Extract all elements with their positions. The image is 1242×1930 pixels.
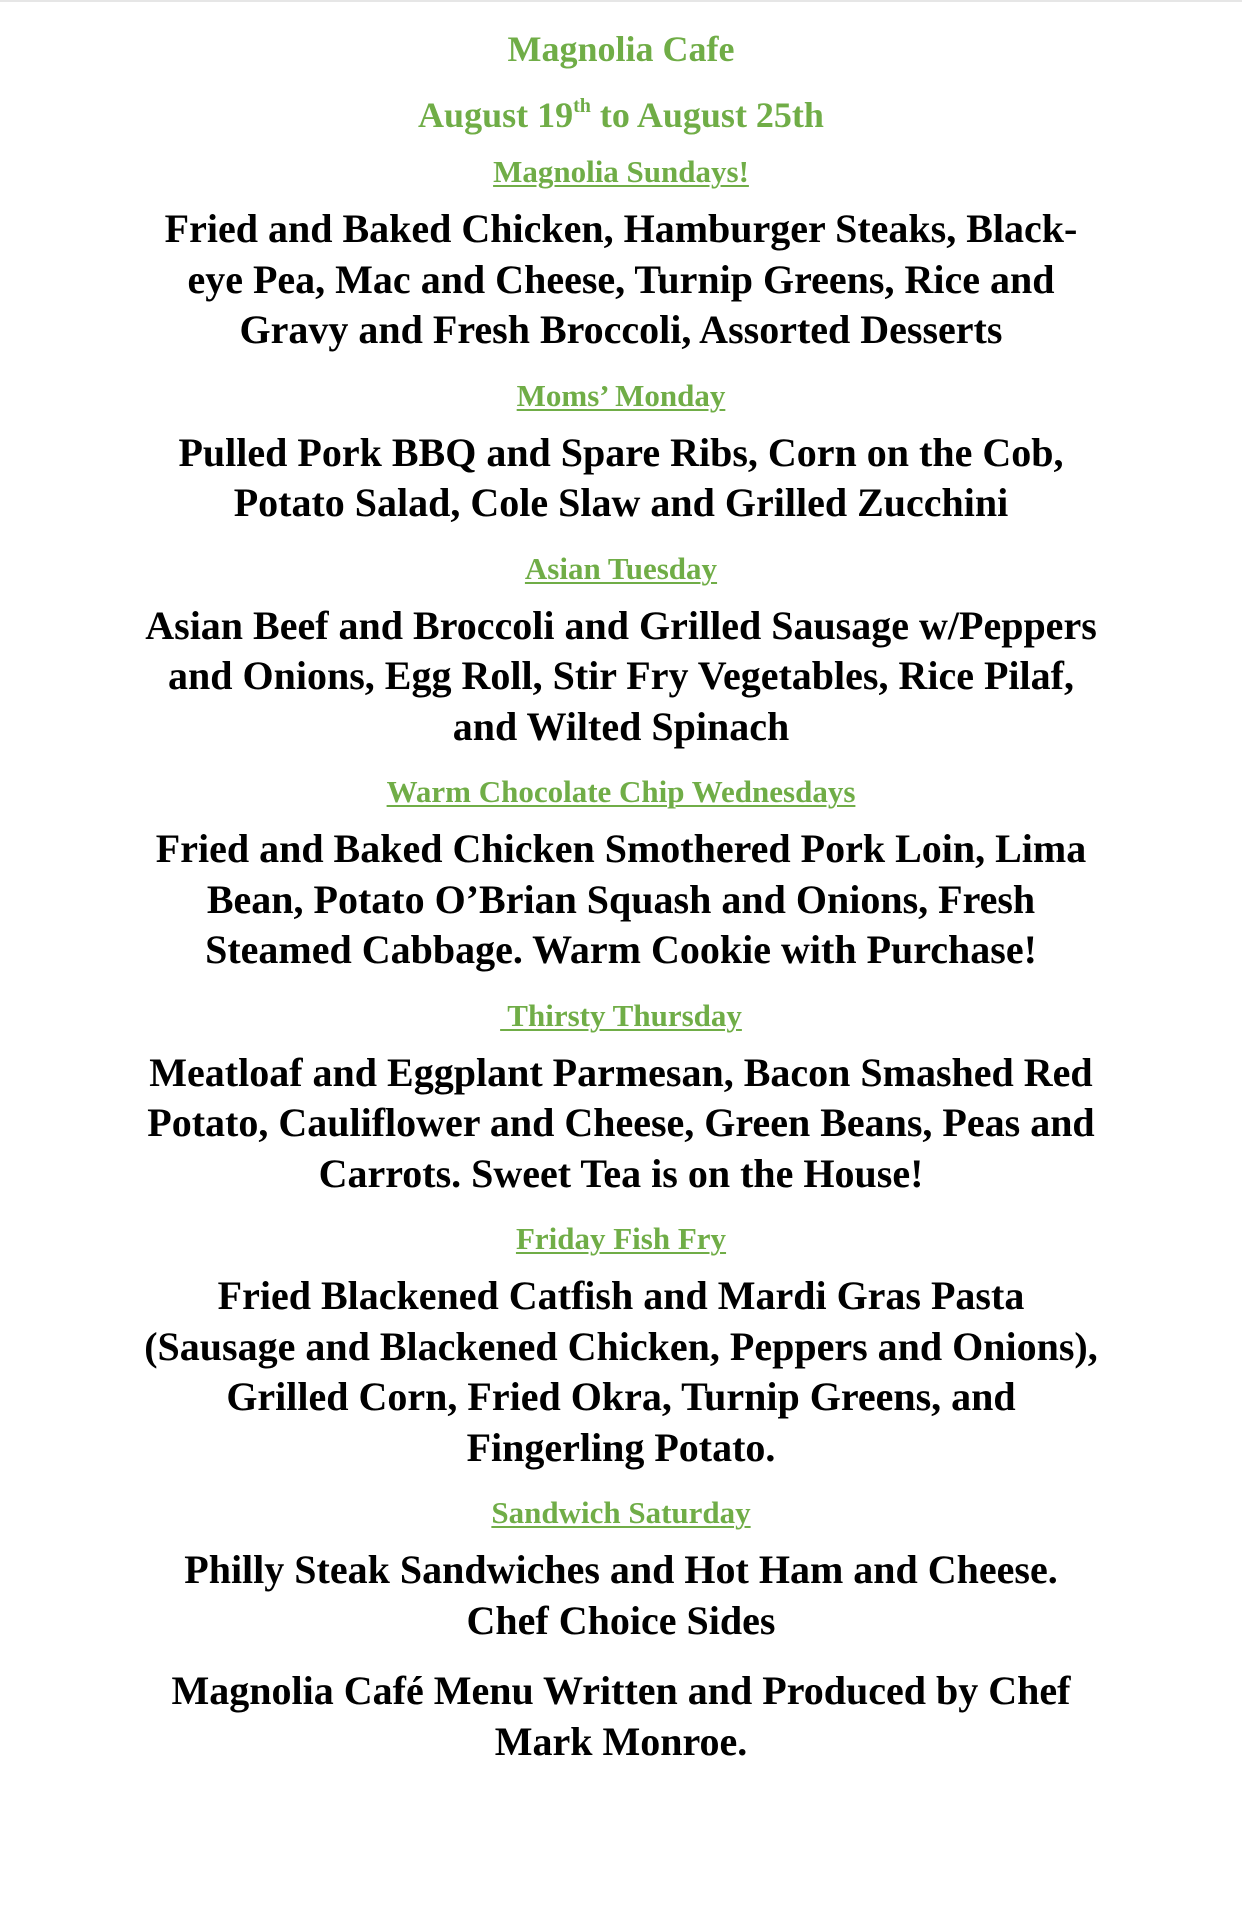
day-section-friday xyxy=(0,1219,1242,1473)
day-heading-saturday: Sandwich Saturday xyxy=(491,1495,751,1530)
day-menu-thursday: Meatloaf and Eggplant Parmesan, Bacon Smashed Red Potato, Cauliflower and Cheese, Green Beans, Peas and Carrots. Sweet Tea is on the House! xyxy=(147,1049,1095,1196)
dates-end: to August 25th xyxy=(590,95,824,135)
day-section-sunday xyxy=(0,152,1242,356)
cafe-title: Magnolia Cafe xyxy=(507,29,735,69)
day-menu-friday: Fried Blackened Catfish and Mardi Gras Pasta (Sausage and Blackened Chicken, Peppers and Onions), Grilled Corn, Fried Okra, Turnip Greens, and Fingerling Potato. xyxy=(144,1273,1098,1470)
week-dates xyxy=(0,92,1242,138)
dates-start: August 19 xyxy=(418,95,574,135)
day-menu-wednesday: Fried and Baked Chicken Smothered Pork Loin, Lima Bean, Potato O’Brian Squash and Onions, Fresh Steamed Cabbage. Warm Cookie with Purchase! xyxy=(155,826,1087,972)
day-heading-sunday: Magnolia Sundays! xyxy=(493,154,749,189)
menu-credit: Magnolia Café Menu Written and Produced by Chef Mark Monroe. xyxy=(171,1668,1071,1764)
day-heading-thursday: Thirsty Thursday xyxy=(500,997,742,1033)
day-section-thursday xyxy=(0,996,1242,1200)
day-heading-monday: Moms’ Monday xyxy=(516,377,726,413)
day-heading-friday: Friday Fish Fry xyxy=(515,1221,727,1256)
dates-ordinal: th xyxy=(573,95,591,117)
day-heading-tuesday: Asian Tuesday xyxy=(524,550,718,586)
day-menu-sunday: Fried and Baked Chicken, Hamburger Steaks, Black-eye Pea, Mac and Cheese, Turnip Greens, Rice and Gravy and Fresh Broccoli, Assorted Desserts xyxy=(164,206,1078,352)
menu-document xyxy=(0,26,1242,1767)
day-heading-wednesday: Warm Chocolate Chip Wednesdays xyxy=(386,774,856,809)
day-section-monday xyxy=(0,376,1242,529)
day-menu-tuesday: Asian Beef and Broccoli and Grilled Sausage w/Peppers and Onions, Egg Roll, Stir Fry Vegetables, Rice Pilaf, and Wilted Spinach xyxy=(145,602,1097,749)
top-divider xyxy=(0,0,1242,2)
day-menu-monday: Pulled Pork BBQ and Spare Ribs, Corn on the Cob, Potato Salad, Cole Slaw and Grilled Zucchini xyxy=(178,429,1064,525)
day-section-tuesday xyxy=(0,549,1242,753)
day-section-saturday xyxy=(0,1493,1242,1646)
day-section-wednesday xyxy=(0,772,1242,976)
day-menu-saturday: Philly Steak Sandwiches and Hot Ham and Cheese. Chef Choice Sides xyxy=(184,1547,1058,1643)
